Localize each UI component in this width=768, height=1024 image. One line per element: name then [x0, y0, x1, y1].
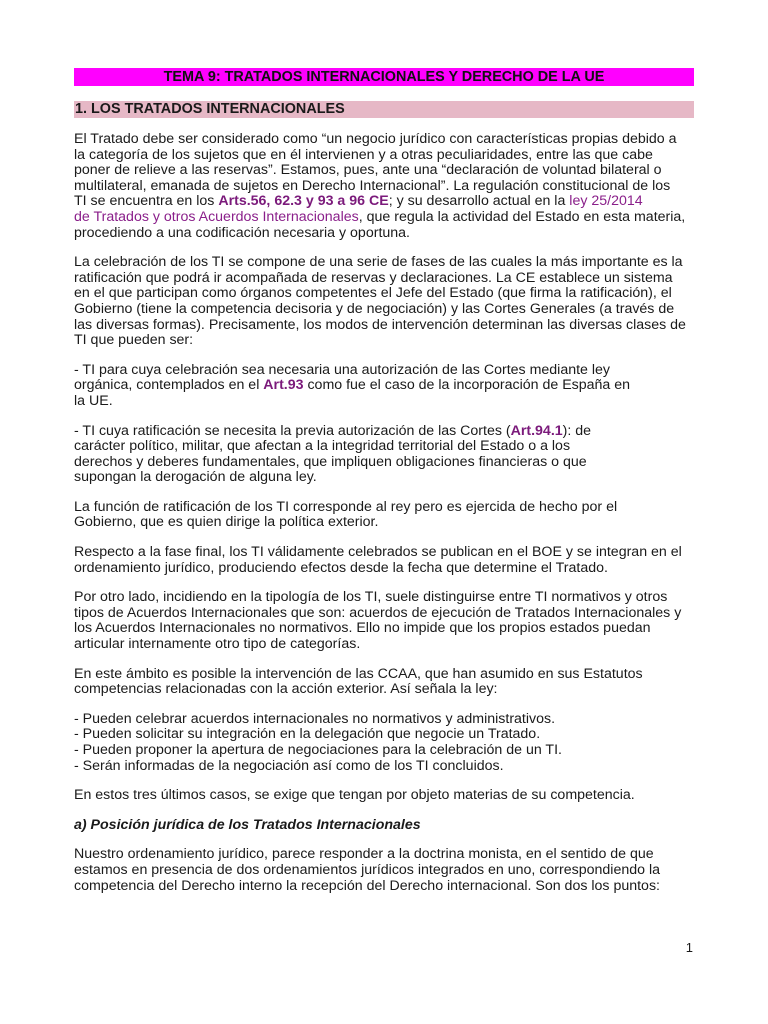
paragraph-monista [74, 847, 694, 894]
text-span: orgánica, contemplados en el [74, 377, 264, 394]
paragraph-tipologia [74, 590, 694, 652]
text-line: ordenamiento jurídico, produciendo efectos desde la fecha que determine el Tratado. [74, 559, 608, 576]
text-line [74, 378, 694, 394]
text-line: competencias relacionadas con la acción exterior. Así señala la ley: [74, 681, 498, 698]
text-line: El Tratado debe ser considerado como “un negocio jurídico con características propias debido a [74, 131, 677, 147]
text-span: como fue el caso de la incorporación de España en [303, 377, 631, 394]
text-line: estamos en presencia de dos ordenamientos jurídicos integrados en uno, correspondiendo la [74, 861, 660, 878]
text-line: poner de relieve a las reservas”. Estamos, pues, ante una “declaración de voluntad bilateral o [74, 162, 662, 179]
text-line [74, 194, 694, 210]
text-line: TI que pueden ser: [74, 332, 194, 349]
text-line: La celebración de los TI se compone de una serie de fases de las cuales la más importante es la [74, 254, 683, 271]
paragraph-ratificacion [74, 500, 694, 531]
text-line: Gobierno (tiene la competencia decisoria y de negociación) y las Cortes Generales (a través de [74, 300, 675, 317]
document-page [74, 68, 694, 894]
article-reference: Art.94.1 [510, 422, 563, 439]
text-line: procediendo a una codificación necesaria y oportuna. [74, 224, 410, 241]
text-span: ): de [562, 422, 592, 439]
subsection-heading: a) Posición jurídica de los Tratados Internacionales [74, 816, 421, 833]
text-line: Nuestro ordenamiento jurídico, parece responder a la doctrina monista, en el sentido de que [74, 846, 654, 863]
text-span: ; y su desarrollo actual en la [388, 193, 570, 210]
paragraph-tratado-definicion [74, 132, 694, 241]
article-reference: Art.93 [263, 377, 304, 394]
list-item: - Serán informadas de la negociación así como de los TI concluidos. [74, 757, 504, 774]
text-span: , que regula la actividad del Estado en esta materia, [358, 208, 686, 225]
text-line: Respecto a la fase final, los TI válidamente celebrados se publican en el BOE y se integran en el [74, 544, 682, 561]
text-line: Gobierno, que es quien dirige la política exterior. [74, 514, 379, 531]
article-reference: Arts.56, 62.3 y 93 a 96 CE [218, 193, 389, 210]
text-line: los Acuerdos Internacionales no normativos. Ello no impide que los propios estados puedan [74, 620, 651, 637]
text-line: tipos de Acuerdos Internacionales que son: acuerdos de ejecución de Tratados Internacionales y [74, 604, 682, 621]
text-span: - TI cuya ratificación se necesita la previa autorización de las Cortes ( [74, 422, 511, 439]
paragraph-ti-ley-organica [74, 363, 694, 410]
text-line: multilateral, emanada de sujetos en Derecho Internacional”. La regulación constitucional de los [74, 177, 671, 194]
text-line: las diversas formas). Precisamente, los modos de intervención determinan las diversas clases de [74, 316, 686, 333]
paragraph-celebracion [74, 255, 694, 349]
ccaa-list [74, 712, 694, 774]
paragraph-ultimos-casos: En estos tres últimos casos, se exige que tengan por objeto materias de su competencia. [74, 787, 635, 804]
text-line: ratificación que podrá ir acompañada de reservas y declaraciones. La CE establece un sistema [74, 269, 673, 286]
text-line: en el que participan como órganos competentes el Jefe del Estado (que firma la ratificación), el [74, 285, 672, 302]
paragraph-ccaa [74, 667, 694, 698]
page-number: 1 [685, 940, 693, 955]
text-line: derechos y deberes fundamentales, que impliquen obligaciones financieras o que [74, 453, 587, 470]
text-line: Por otro lado, incidiendo en la tipología de los TI, suele distinguirse entre TI normativos y otros [74, 589, 668, 606]
paragraph-fase-final [74, 545, 694, 576]
text-line: supongan la derogación de alguna ley. [74, 469, 317, 486]
text-line: articular internamente otro tipo de categorías. [74, 636, 361, 653]
text-line [74, 210, 694, 226]
section-heading: 1. LOS TRATADOS INTERNACIONALES [74, 101, 694, 118]
text-line: En este ámbito es posible la intervención de las CCAA, que han asumido en sus Estatutos [74, 665, 643, 682]
text-line: competencia del Derecho interno la recepción del Derecho internacional. Son dos los puntos: [74, 877, 660, 894]
law-link[interactable]: ley 25/2014 [569, 193, 643, 210]
text-line: la UE. [74, 392, 113, 409]
list-item: - Pueden celebrar acuerdos internacionales no normativos y administrativos. [74, 710, 556, 727]
text-line: carácter político, militar, que afectan a la integridad territorial del Estado o a los [74, 438, 571, 455]
text-span: TI se encuentra en los [74, 193, 219, 210]
list-item: - Pueden proponer la apertura de negociaciones para la celebración de un TI. [74, 742, 562, 758]
paragraph-ti-autorizacion [74, 424, 694, 486]
page-title: TEMA 9: TRATADOS INTERNACIONALES Y DERECHO DE LA UE [74, 68, 694, 86]
text-line: la categoría de los sujetos que en él intervienen y a otras peculiaridades, entre las que cabe [74, 146, 653, 163]
text-line: - TI para cuya celebración sea necesaria una autorización de las Cortes mediante ley [74, 361, 611, 378]
law-link[interactable]: de Tratados y otros Acuerdos Internacionales [74, 208, 359, 225]
list-item: - Pueden solicitar su integración en la delegación que negocie un Tratado. [74, 726, 541, 743]
text-line: La función de ratificación de los TI corresponde al rey pero es ejercida de hecho por el [74, 498, 618, 515]
text-line [74, 424, 694, 440]
